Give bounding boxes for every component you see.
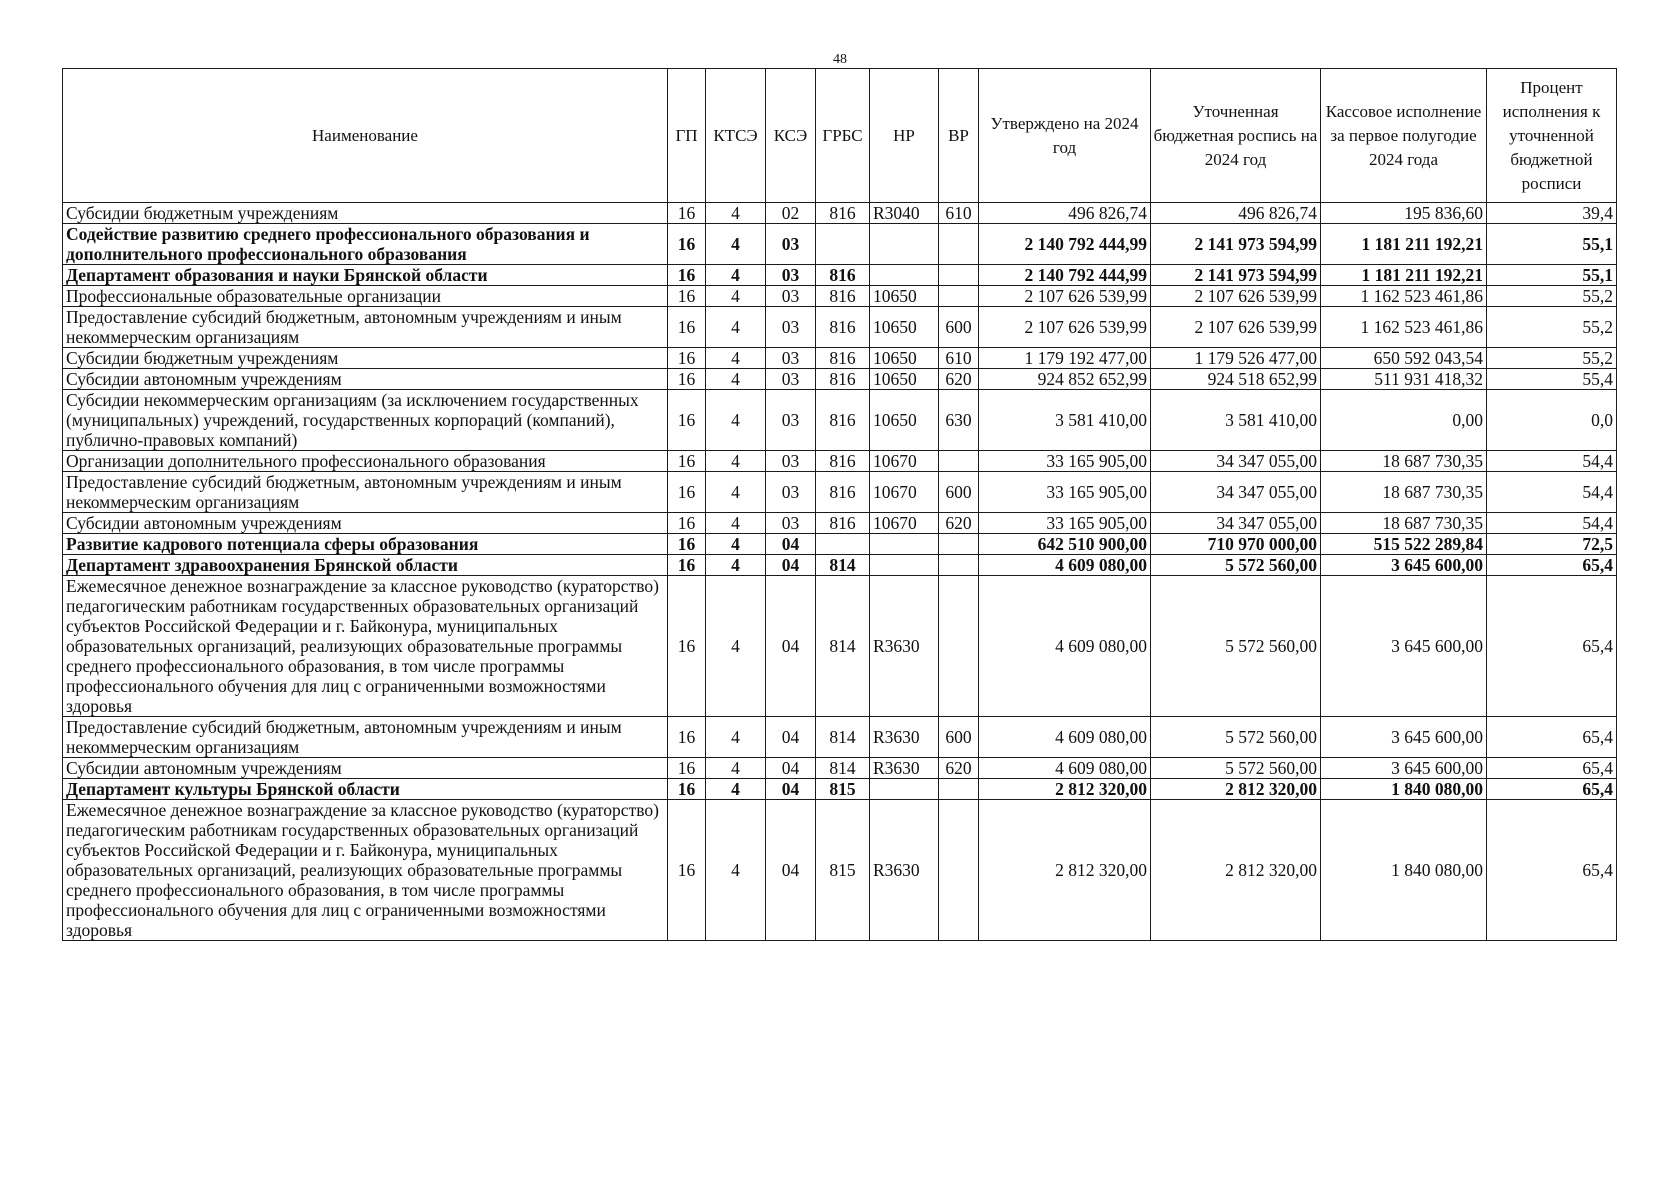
header-executed: Кассовое исполнение за первое полугодие 2024 года bbox=[1321, 69, 1487, 203]
table-row bbox=[63, 390, 1617, 451]
row-gp: 16 bbox=[668, 203, 706, 224]
table-row bbox=[63, 286, 1617, 307]
row-approved: 2 812 320,00 bbox=[979, 779, 1151, 800]
row-grbs: 816 bbox=[816, 286, 870, 307]
row-grbs: 816 bbox=[816, 203, 870, 224]
row-name: Предоставление субсидий бюджетным, автономным учреждениям и иным некоммерческим организациям bbox=[63, 717, 668, 758]
row-percent: 54,4 bbox=[1487, 513, 1617, 534]
row-executed: 18 687 730,35 bbox=[1321, 513, 1487, 534]
row-approved: 2 107 626 539,99 bbox=[979, 307, 1151, 348]
row-kse: 04 bbox=[766, 717, 816, 758]
header-refined: Уточненная бюджетная роспись на 2024 год bbox=[1151, 69, 1321, 203]
row-refined: 1 179 526 477,00 bbox=[1151, 348, 1321, 369]
row-nr: R3630 bbox=[870, 717, 939, 758]
row-kse: 03 bbox=[766, 348, 816, 369]
row-gp: 16 bbox=[668, 779, 706, 800]
row-executed: 1 162 523 461,86 bbox=[1321, 286, 1487, 307]
row-name: Департамент культуры Брянской области bbox=[63, 779, 668, 800]
row-vr bbox=[939, 451, 979, 472]
table-row bbox=[63, 576, 1617, 717]
budget-table bbox=[62, 68, 1617, 941]
table-row bbox=[63, 265, 1617, 286]
row-percent: 65,4 bbox=[1487, 717, 1617, 758]
row-grbs: 816 bbox=[816, 265, 870, 286]
row-name: Предоставление субсидий бюджетным, автономным учреждениям и иным некоммерческим организациям bbox=[63, 307, 668, 348]
row-nr: 10650 bbox=[870, 348, 939, 369]
row-ktse: 4 bbox=[706, 779, 766, 800]
row-percent: 55,1 bbox=[1487, 265, 1617, 286]
table-row bbox=[63, 758, 1617, 779]
row-ktse: 4 bbox=[706, 555, 766, 576]
row-executed: 1 181 211 192,21 bbox=[1321, 224, 1487, 265]
row-ktse: 4 bbox=[706, 265, 766, 286]
row-ktse: 4 bbox=[706, 513, 766, 534]
row-name: Субсидии автономным учреждениям bbox=[63, 513, 668, 534]
row-gp: 16 bbox=[668, 390, 706, 451]
row-name: Ежемесячное денежное вознаграждение за классное руководство (кураторство) педагогическим работникам государственных образовательных организаций субъектов Российской Федерации и г. Байконура, муниципальных образовательных организаций, реализующих образовательные программы среднего профессионального образования, в том числе программы профессионального обучения для лиц с ограниченными возможностями здоровья bbox=[63, 800, 668, 941]
row-gp: 16 bbox=[668, 348, 706, 369]
row-grbs: 814 bbox=[816, 555, 870, 576]
row-nr: 10650 bbox=[870, 390, 939, 451]
header-gp: ГП bbox=[668, 69, 706, 203]
row-ktse: 4 bbox=[706, 286, 766, 307]
row-executed: 0,00 bbox=[1321, 390, 1487, 451]
row-executed: 3 645 600,00 bbox=[1321, 717, 1487, 758]
row-gp: 16 bbox=[668, 758, 706, 779]
row-grbs: 816 bbox=[816, 348, 870, 369]
row-approved: 3 581 410,00 bbox=[979, 390, 1151, 451]
row-nr: R3040 bbox=[870, 203, 939, 224]
row-refined: 34 347 055,00 bbox=[1151, 451, 1321, 472]
row-ktse: 4 bbox=[706, 717, 766, 758]
row-kse: 04 bbox=[766, 779, 816, 800]
row-percent: 55,1 bbox=[1487, 224, 1617, 265]
row-approved: 2 140 792 444,99 bbox=[979, 265, 1151, 286]
row-approved: 2 812 320,00 bbox=[979, 800, 1151, 941]
row-kse: 04 bbox=[766, 534, 816, 555]
row-refined: 496 826,74 bbox=[1151, 203, 1321, 224]
row-nr bbox=[870, 555, 939, 576]
row-gp: 16 bbox=[668, 717, 706, 758]
row-gp: 16 bbox=[668, 555, 706, 576]
row-vr bbox=[939, 779, 979, 800]
row-grbs: 815 bbox=[816, 800, 870, 941]
row-executed: 18 687 730,35 bbox=[1321, 472, 1487, 513]
row-percent: 65,4 bbox=[1487, 758, 1617, 779]
row-kse: 03 bbox=[766, 513, 816, 534]
row-kse: 03 bbox=[766, 224, 816, 265]
row-grbs: 816 bbox=[816, 307, 870, 348]
row-executed: 18 687 730,35 bbox=[1321, 451, 1487, 472]
row-name: Субсидии автономным учреждениям bbox=[63, 369, 668, 390]
row-vr bbox=[939, 224, 979, 265]
row-executed: 3 645 600,00 bbox=[1321, 555, 1487, 576]
header-approved: Утверждено на 2024 год bbox=[979, 69, 1151, 203]
row-kse: 03 bbox=[766, 451, 816, 472]
row-executed: 3 645 600,00 bbox=[1321, 576, 1487, 717]
row-nr: 10670 bbox=[870, 451, 939, 472]
row-ktse: 4 bbox=[706, 758, 766, 779]
row-kse: 03 bbox=[766, 390, 816, 451]
row-executed: 1 162 523 461,86 bbox=[1321, 307, 1487, 348]
row-name: Департамент образования и науки Брянской области bbox=[63, 265, 668, 286]
row-vr: 620 bbox=[939, 513, 979, 534]
row-vr: 610 bbox=[939, 348, 979, 369]
row-percent: 65,4 bbox=[1487, 555, 1617, 576]
row-ktse: 4 bbox=[706, 369, 766, 390]
row-approved: 496 826,74 bbox=[979, 203, 1151, 224]
row-vr bbox=[939, 576, 979, 717]
row-grbs bbox=[816, 534, 870, 555]
row-executed: 515 522 289,84 bbox=[1321, 534, 1487, 555]
row-name: Департамент здравоохранения Брянской области bbox=[63, 555, 668, 576]
row-nr: R3630 bbox=[870, 758, 939, 779]
row-nr: 10650 bbox=[870, 369, 939, 390]
row-grbs: 816 bbox=[816, 513, 870, 534]
row-approved: 642 510 900,00 bbox=[979, 534, 1151, 555]
row-grbs: 816 bbox=[816, 451, 870, 472]
row-vr: 620 bbox=[939, 369, 979, 390]
row-ktse: 4 bbox=[706, 534, 766, 555]
row-grbs bbox=[816, 224, 870, 265]
row-gp: 16 bbox=[668, 576, 706, 717]
row-refined: 34 347 055,00 bbox=[1151, 513, 1321, 534]
table-row bbox=[63, 307, 1617, 348]
row-refined: 5 572 560,00 bbox=[1151, 717, 1321, 758]
row-nr bbox=[870, 224, 939, 265]
row-percent: 55,2 bbox=[1487, 286, 1617, 307]
row-gp: 16 bbox=[668, 513, 706, 534]
row-refined: 2 107 626 539,99 bbox=[1151, 286, 1321, 307]
row-gp: 16 bbox=[668, 472, 706, 513]
table-row bbox=[63, 369, 1617, 390]
row-percent: 55,2 bbox=[1487, 307, 1617, 348]
header-grbs: ГРБС bbox=[816, 69, 870, 203]
row-grbs: 816 bbox=[816, 472, 870, 513]
row-executed: 650 592 043,54 bbox=[1321, 348, 1487, 369]
row-gp: 16 bbox=[668, 800, 706, 941]
row-approved: 2 107 626 539,99 bbox=[979, 286, 1151, 307]
row-refined: 5 572 560,00 bbox=[1151, 555, 1321, 576]
row-nr bbox=[870, 779, 939, 800]
row-ktse: 4 bbox=[706, 800, 766, 941]
row-executed: 511 931 418,32 bbox=[1321, 369, 1487, 390]
row-approved: 1 179 192 477,00 bbox=[979, 348, 1151, 369]
table-row bbox=[63, 472, 1617, 513]
row-approved: 4 609 080,00 bbox=[979, 717, 1151, 758]
row-ktse: 4 bbox=[706, 472, 766, 513]
row-name: Организации дополнительного профессионального образования bbox=[63, 451, 668, 472]
row-percent: 55,2 bbox=[1487, 348, 1617, 369]
row-executed: 195 836,60 bbox=[1321, 203, 1487, 224]
table-row bbox=[63, 779, 1617, 800]
row-refined: 5 572 560,00 bbox=[1151, 576, 1321, 717]
row-approved: 4 609 080,00 bbox=[979, 576, 1151, 717]
row-ktse: 4 bbox=[706, 224, 766, 265]
row-gp: 16 bbox=[668, 286, 706, 307]
row-refined: 3 581 410,00 bbox=[1151, 390, 1321, 451]
row-refined: 2 141 973 594,99 bbox=[1151, 265, 1321, 286]
row-kse: 02 bbox=[766, 203, 816, 224]
row-percent: 54,4 bbox=[1487, 451, 1617, 472]
row-refined: 5 572 560,00 bbox=[1151, 758, 1321, 779]
row-gp: 16 bbox=[668, 451, 706, 472]
row-ktse: 4 bbox=[706, 576, 766, 717]
row-refined: 2 812 320,00 bbox=[1151, 779, 1321, 800]
row-executed: 1 840 080,00 bbox=[1321, 779, 1487, 800]
row-kse: 03 bbox=[766, 265, 816, 286]
row-name: Субсидии автономным учреждениям bbox=[63, 758, 668, 779]
page-number: 48 bbox=[833, 52, 847, 67]
row-refined: 924 518 652,99 bbox=[1151, 369, 1321, 390]
row-grbs: 816 bbox=[816, 390, 870, 451]
row-refined: 34 347 055,00 bbox=[1151, 472, 1321, 513]
row-vr bbox=[939, 286, 979, 307]
table-row bbox=[63, 203, 1617, 224]
row-nr bbox=[870, 265, 939, 286]
header-percent: Процент исполнения к уточненной бюджетной росписи bbox=[1487, 69, 1617, 203]
row-kse: 04 bbox=[766, 576, 816, 717]
row-kse: 04 bbox=[766, 758, 816, 779]
row-approved: 924 852 652,99 bbox=[979, 369, 1151, 390]
row-grbs: 814 bbox=[816, 717, 870, 758]
header-name: Наименование bbox=[63, 69, 668, 203]
row-kse: 03 bbox=[766, 369, 816, 390]
header-ktse: КТСЭ bbox=[706, 69, 766, 203]
row-nr: 10650 bbox=[870, 307, 939, 348]
row-percent: 65,4 bbox=[1487, 779, 1617, 800]
row-kse: 03 bbox=[766, 286, 816, 307]
row-name: Предоставление субсидий бюджетным, автономным учреждениям и иным некоммерческим организациям bbox=[63, 472, 668, 513]
table-header-row bbox=[63, 69, 1617, 203]
row-percent: 0,0 bbox=[1487, 390, 1617, 451]
row-approved: 4 609 080,00 bbox=[979, 555, 1151, 576]
row-gp: 16 bbox=[668, 307, 706, 348]
row-vr bbox=[939, 265, 979, 286]
row-nr: R3630 bbox=[870, 576, 939, 717]
table-row bbox=[63, 224, 1617, 265]
row-percent: 72,5 bbox=[1487, 534, 1617, 555]
row-approved: 33 165 905,00 bbox=[979, 451, 1151, 472]
row-name: Субсидии бюджетным учреждениям bbox=[63, 203, 668, 224]
row-vr: 600 bbox=[939, 717, 979, 758]
row-gp: 16 bbox=[668, 369, 706, 390]
row-ktse: 4 bbox=[706, 307, 766, 348]
row-name: Содействие развитию среднего профессионального образования и дополнительного профессионального образования bbox=[63, 224, 668, 265]
row-kse: 04 bbox=[766, 800, 816, 941]
row-gp: 16 bbox=[668, 534, 706, 555]
row-nr: R3630 bbox=[870, 800, 939, 941]
row-name: Субсидии бюджетным учреждениям bbox=[63, 348, 668, 369]
table-row bbox=[63, 555, 1617, 576]
row-name: Профессиональные образовательные организации bbox=[63, 286, 668, 307]
row-vr bbox=[939, 534, 979, 555]
header-kse: КСЭ bbox=[766, 69, 816, 203]
row-percent: 55,4 bbox=[1487, 369, 1617, 390]
table-row bbox=[63, 717, 1617, 758]
row-refined: 710 970 000,00 bbox=[1151, 534, 1321, 555]
table-row bbox=[63, 800, 1617, 941]
row-vr: 630 bbox=[939, 390, 979, 451]
row-kse: 04 bbox=[766, 555, 816, 576]
row-refined: 2 812 320,00 bbox=[1151, 800, 1321, 941]
row-percent: 65,4 bbox=[1487, 576, 1617, 717]
row-executed: 1 181 211 192,21 bbox=[1321, 265, 1487, 286]
row-gp: 16 bbox=[668, 265, 706, 286]
row-gp: 16 bbox=[668, 224, 706, 265]
row-ktse: 4 bbox=[706, 390, 766, 451]
row-grbs: 814 bbox=[816, 758, 870, 779]
row-approved: 4 609 080,00 bbox=[979, 758, 1151, 779]
row-vr: 600 bbox=[939, 307, 979, 348]
row-ktse: 4 bbox=[706, 203, 766, 224]
row-vr bbox=[939, 800, 979, 941]
row-approved: 33 165 905,00 bbox=[979, 513, 1151, 534]
row-executed: 1 840 080,00 bbox=[1321, 800, 1487, 941]
header-nr: НР bbox=[870, 69, 939, 203]
row-nr bbox=[870, 534, 939, 555]
row-percent: 54,4 bbox=[1487, 472, 1617, 513]
row-refined: 2 141 973 594,99 bbox=[1151, 224, 1321, 265]
row-ktse: 4 bbox=[706, 451, 766, 472]
row-nr: 10670 bbox=[870, 513, 939, 534]
row-kse: 03 bbox=[766, 472, 816, 513]
row-percent: 39,4 bbox=[1487, 203, 1617, 224]
row-approved: 2 140 792 444,99 bbox=[979, 224, 1151, 265]
table-row bbox=[63, 348, 1617, 369]
row-grbs: 814 bbox=[816, 576, 870, 717]
row-name: Ежемесячное денежное вознаграждение за классное руководство (кураторство) педагогическим работникам государственных образовательных организаций субъектов Российской Федерации и г. Байконура, муниципальных образовательных организаций, реализующих образовательные программы среднего профессионального образования, в том числе программы профессионального обучения для лиц с ограниченными возможностями здоровья bbox=[63, 576, 668, 717]
table-row bbox=[63, 513, 1617, 534]
table-row bbox=[63, 534, 1617, 555]
row-vr: 610 bbox=[939, 203, 979, 224]
row-percent: 65,4 bbox=[1487, 800, 1617, 941]
row-vr: 600 bbox=[939, 472, 979, 513]
table-row bbox=[63, 451, 1617, 472]
row-vr bbox=[939, 555, 979, 576]
row-kse: 03 bbox=[766, 307, 816, 348]
row-approved: 33 165 905,00 bbox=[979, 472, 1151, 513]
row-refined: 2 107 626 539,99 bbox=[1151, 307, 1321, 348]
row-vr: 620 bbox=[939, 758, 979, 779]
row-ktse: 4 bbox=[706, 348, 766, 369]
header-vr: ВР bbox=[939, 69, 979, 203]
row-nr: 10650 bbox=[870, 286, 939, 307]
row-nr: 10670 bbox=[870, 472, 939, 513]
row-grbs: 815 bbox=[816, 779, 870, 800]
row-name: Развитие кадрового потенциала сферы образования bbox=[63, 534, 668, 555]
row-executed: 3 645 600,00 bbox=[1321, 758, 1487, 779]
row-name: Субсидии некоммерческим организациям (за исключением государственных (муниципальных) учреждений, государственных корпораций (компаний), публично-правовых компаний) bbox=[63, 390, 668, 451]
row-grbs: 816 bbox=[816, 369, 870, 390]
